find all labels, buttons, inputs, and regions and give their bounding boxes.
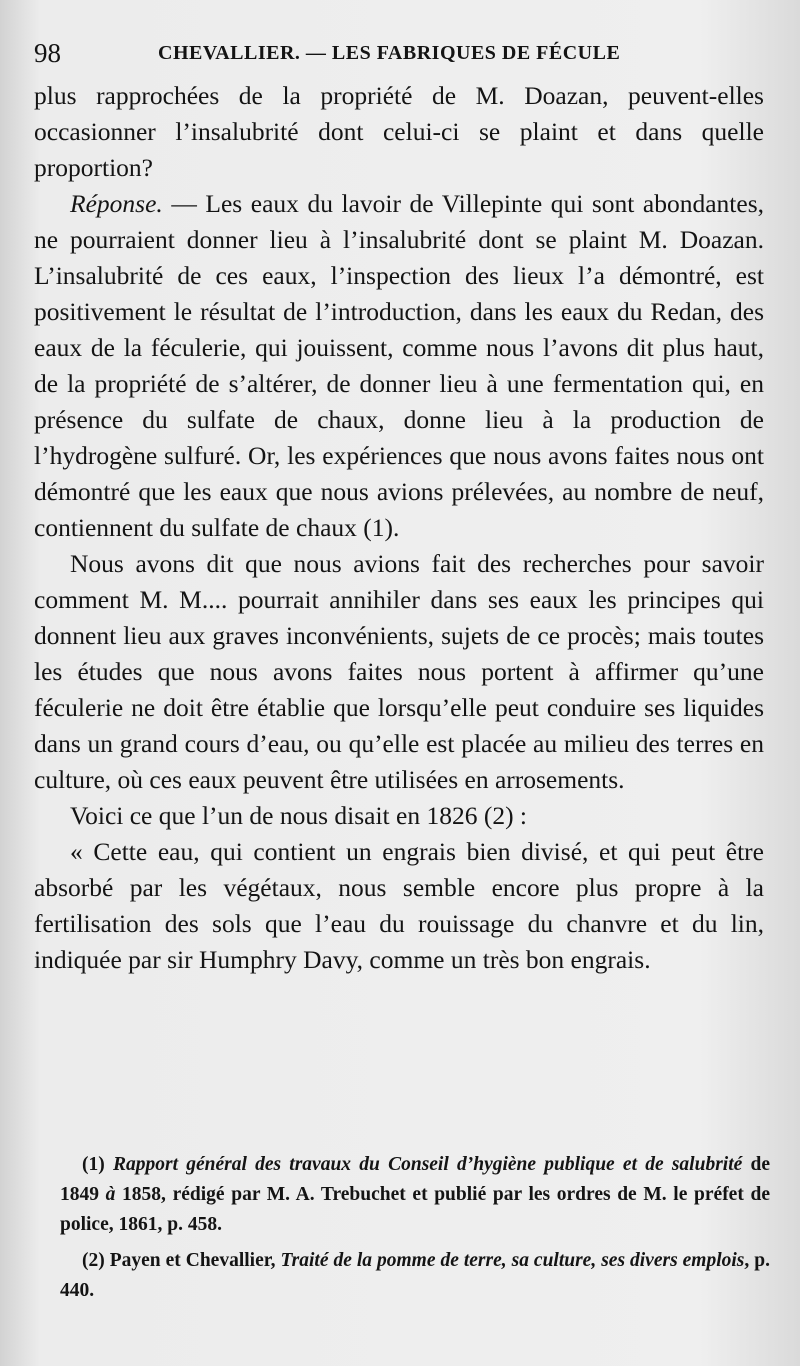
- footnote-2-authors: Payen et Chevallier,: [109, 1250, 281, 1271]
- quotation: « Cette eau, qui contient un engrais bien divisé, et qui peut être absorbé par les végétaux, nous semble encore plus propre à la fertilisation des sols que l’eau du rouissage du chanvre et du lin, indiquée par sir Humphry Davy, comme un très bon engrais.: [34, 837, 764, 974]
- footnote-2: [60, 1246, 770, 1306]
- page-number: 98: [34, 38, 61, 68]
- footnote-1: [60, 1150, 770, 1240]
- footnote-2-title: Traité de la pomme de terre, sa culture, ses divers emplois: [280, 1250, 745, 1271]
- page-header: [34, 38, 764, 72]
- paragraph-2: [34, 186, 764, 546]
- paragraph-3: Nous avons dit que nous avions fait des recherches pour savoir comment M. M.... pourrait annihiler dans ses eaux les principes qui donnent lieu aux graves inconvénients, sujets de ce procès; mais toutes les études que nous avons faites nous portent à affirmer qu’une féculerie ne doit être établie que lorsqu’elle peut conduire ses liquides dans un grand cours d’eau, ou qu’elle est placée au milieu des terres en culture, où ces eaux peuvent être utilisées en arrosements.: [34, 549, 764, 794]
- footnotes: [60, 1150, 770, 1312]
- footnote-1-rest: 1858, rédigé par M. A. Trebuchet et publié par les ordres de M. le préfet de police, 1861, p. 458.: [60, 1184, 770, 1235]
- footnote-1-mid: de 1849: [60, 1154, 771, 1205]
- footnote-1-a: à: [105, 1184, 116, 1205]
- response-text: — Les eaux du lavoir de Villepinte qui sont abondantes, ne pourraient donner lieu à l’insalubrité dont se plaint M. Doazan. L’insalubrité de ces eaux, l’inspection des lieux l’a démontré, est positivement le résultat de l’introduction, dans les eaux du Redan, des eaux de la féculerie, qui jouissent, comme nous l’avons dit plus haut, de la propriété de s’altérer, de donner lieu à une fermentation qui, en présence du sulfate de chaux, donne lieu à la production de l’hydrogène sulfuré. Or, les expériences que nous avons faites nous ont démontré que les eaux que nous avions prélevées, au nombre de neuf, contiennent du sulfate de chaux (1).: [34, 189, 764, 542]
- body-text: [34, 78, 764, 978]
- paragraph-1: plus rapprochées de la propriété de M. Doazan, peuvent-elles occasionner l’insalubrité dont celui-ci se plaint et dans quelle proportion?: [34, 81, 764, 182]
- paragraph-4: Voici ce que l’un de nous disait en 1826 (2) :: [70, 801, 528, 830]
- response-lead: Réponse.: [70, 189, 163, 218]
- footnote-2-number: (2): [82, 1250, 110, 1271]
- footnote-2-rest: , p. 440.: [60, 1250, 770, 1301]
- footnote-1-number: (1): [82, 1154, 113, 1175]
- running-title: CHEVALLIER. — LES FABRIQUES DE FÉCULE: [158, 42, 621, 64]
- footnote-1-title: Rapport général des travaux du Conseil d’hygiène publique et de salubrité: [112, 1154, 743, 1175]
